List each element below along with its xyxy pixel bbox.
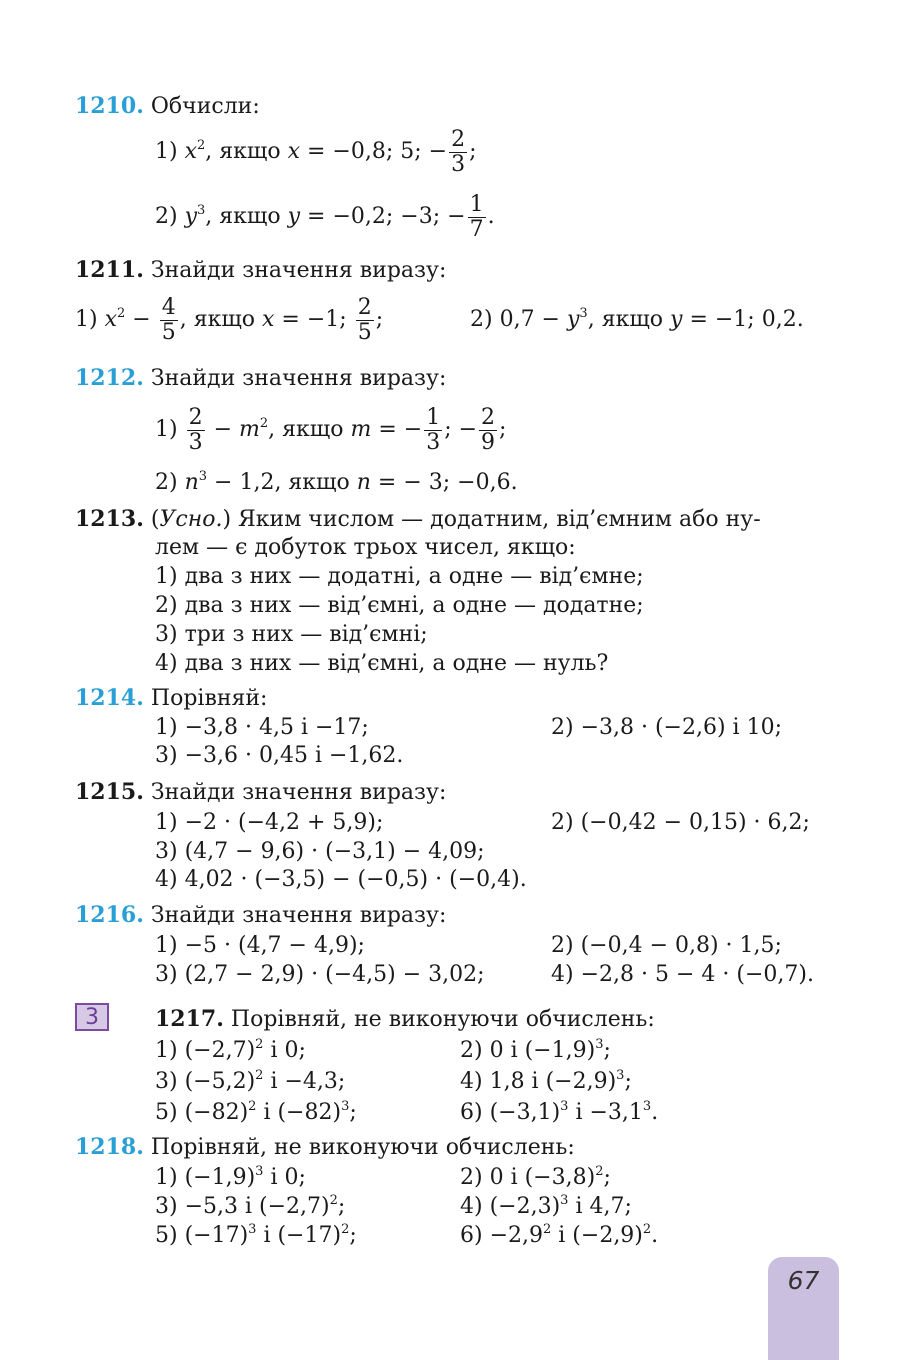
page-number: 67 — [787, 1266, 820, 1295]
problem-1213-item: 2) два з них — від’ємні, а одне — додатне; — [155, 593, 644, 618]
problem-title: Порівняй, не виконуючи обчислень: — [230, 1007, 655, 1032]
problem-title: Знайди значення виразу: — [150, 903, 447, 928]
problem-number: 1210. — [75, 93, 144, 119]
problem-1214-item: 3) −3,6 · 0,45 і −1,62. — [155, 743, 404, 768]
problem-1217-item: 2) 0 і $(-1,9)^3$; — [460, 1037, 611, 1063]
problem-1216-item: 3) (2,7 − 2,9) · (−4,5) − 3,02; — [155, 962, 485, 987]
problem-1215-header — [75, 778, 446, 807]
problem-1215-item: 4) 4,02 · (−3,5) − (−0,5) · (−0,4). — [155, 867, 527, 892]
problem-1213-header: 1213. (Усно.) Яким числом — додатним, від’ємним або ну- — [75, 506, 761, 532]
problem-1211-item-1: 1) $x^2$ − $\frac{4}{5}$ , якщо x = −1; $\frac{2}{5}$ ; — [75, 294, 384, 345]
fraction: $\frac{1}{7}$ — [469, 191, 484, 242]
fraction: $\frac{2}{3}$ — [451, 126, 466, 177]
problem-1218-item: 2) 0 і $(-3,8)^2$; — [460, 1164, 611, 1190]
problem-1213-line-2: лем — є добуток трьох чисел, якщо: — [155, 535, 576, 560]
problem-1215-item: 1) −2 · (−4,2 + 5,9); — [155, 810, 384, 835]
problem-1214-header — [75, 684, 267, 713]
problem-1217-item: 5) $(-82)^2$ і $(-82)^3$; — [155, 1099, 357, 1125]
problem-1212-header — [75, 364, 446, 393]
problem-1213-item: 1) два з них — додатні, а одне — від’ємне; — [155, 564, 644, 589]
problem-1210-item-1: 1) $x^2$, якщо x = −0,8; 5; − $\frac{2}{3}$ ; — [155, 126, 477, 177]
problem-1218-item: $6) -2,9^2$ і $(-2,9)^2$. — [460, 1222, 659, 1248]
problem-1217-item: 6) $(-3,1)^3$ $і -3,1^3$. — [460, 1099, 659, 1125]
problem-1215-item: 3) (4,7 − 9,6) · (−3,1) − 4,09; — [155, 839, 485, 864]
fraction: $\frac{1}{3}$ — [426, 404, 441, 455]
problem-number: 1211. — [75, 257, 144, 283]
problem-1212-item-2: 2) $n^3 - 1,2$, якщо n = − 3; −0,6. — [155, 469, 518, 495]
fraction: $\frac{2}{9}$ — [481, 404, 496, 455]
problem-title: Порівняй: — [150, 686, 268, 711]
problem-1215-item: 2) (−0,42 − 0,15) · 6,2; — [551, 810, 810, 835]
problem-1218-item: 3) −5,3 і $(-2,7)^2$; — [155, 1193, 346, 1219]
fraction: $\frac{2}{3}$ — [188, 404, 203, 455]
problem-title: Порівняй, не виконуючи обчислень: — [150, 1135, 575, 1160]
problem-1216-item: 4) −2,8 · 5 − 4 · (−0,7). — [551, 962, 814, 987]
problem-1214-item: 2) −3,8 · (−2,6) і 10; — [551, 715, 782, 740]
problem-1212-item-1: 1) $\frac{2}{3}$ − $m^2$, якщо m = − $\frac{1}{3}$ ; − $\frac{2}{9}$ ; — [155, 404, 507, 455]
problem-number: 1216. — [75, 902, 144, 928]
problem-1210-header — [75, 92, 260, 121]
problem-number: 1218. — [75, 1134, 144, 1160]
problem-number: 1213. — [75, 506, 144, 532]
problem-1218-item: 4) $(-2,3)^3$ і 4,7; — [460, 1193, 632, 1219]
fraction: $\frac{2}{5}$ — [357, 294, 372, 345]
problem-number: 1214. — [75, 685, 144, 711]
problem-1211-header — [75, 256, 446, 285]
problem-1217-item: 1) $(-2,7)^2$ і 0; — [155, 1037, 306, 1063]
problem-1216-item: 1) −5 · (4,7 − 4,9); — [155, 933, 365, 958]
problem-1213-item: 3) три з них — від’ємні; — [155, 622, 428, 647]
problem-1211-item-2: 2) $0,7 - y^3$, якщо y = −1; 0,2. — [470, 306, 804, 332]
fraction: $\frac{4}{5}$ — [161, 294, 176, 345]
problem-1217-item: 4) 1,8 і $(-2,9)^3$; — [460, 1068, 632, 1094]
problem-title: Знайди значення виразу: — [150, 366, 447, 391]
problem-1217-header — [155, 1005, 655, 1034]
problem-number: 1217. — [155, 1006, 224, 1032]
difficulty-level-badge: 3 — [75, 1003, 109, 1031]
problem-1213-item: 4) два з них — від’ємні, а одне — нуль? — [155, 651, 609, 676]
problem-1210-item-2: 2) $y^3$, якщо y = −0,2; −3; − $\frac{1}{7}$ . — [155, 191, 495, 242]
problem-1218-header — [75, 1133, 575, 1162]
problem-title: Знайди значення виразу: — [150, 258, 447, 283]
problem-number: 1215. — [75, 779, 144, 805]
problem-1214-item: 1) −3,8 · 4,5 і −17; — [155, 715, 369, 740]
problem-number: 1212. — [75, 365, 144, 391]
problem-title: Знайди значення виразу: — [150, 780, 447, 805]
problem-title: Обчисли: — [150, 94, 260, 119]
problem-1216-item: 2) (−0,4 − 0,8) · 1,5; — [551, 933, 782, 958]
problem-1216-header — [75, 901, 446, 930]
problem-1218-item: 5) $(-17)^3$ і $(-17)^2$; — [155, 1222, 357, 1248]
problem-1218-item: 1) $(-1,9)^3$ і 0; — [155, 1164, 306, 1190]
problem-1217-item: 3) $(-5,2)^2$ і −4,3; — [155, 1068, 346, 1094]
